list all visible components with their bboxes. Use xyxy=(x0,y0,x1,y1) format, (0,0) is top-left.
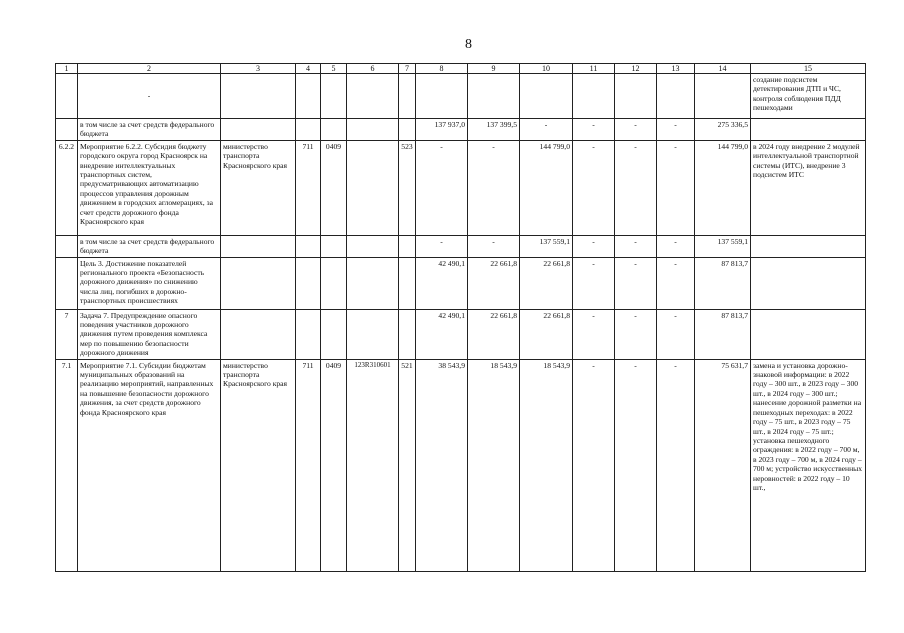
row-grbs xyxy=(296,309,321,359)
col-header: 15 xyxy=(751,64,866,74)
row-rzpr xyxy=(321,257,347,309)
row-total: 87 813,7 xyxy=(695,309,751,359)
col-header: 12 xyxy=(615,64,657,74)
row-value: 137 399,5 xyxy=(468,119,520,141)
row-csr: 123R310601 xyxy=(347,359,399,571)
row-executor: министерство транспорта Красноярского края xyxy=(221,140,296,235)
row-value: 137 559,1 xyxy=(520,235,573,257)
row-value: - xyxy=(657,119,695,141)
row-value: 144 799,0 xyxy=(520,140,573,235)
row-value: - xyxy=(573,309,615,359)
row-value: 22 661,8 xyxy=(520,309,573,359)
row-csr xyxy=(347,119,399,141)
col-header: 6 xyxy=(347,64,399,74)
row-number xyxy=(56,257,78,309)
page-number: 8 xyxy=(465,37,472,52)
row-executor xyxy=(221,257,296,309)
row-grbs xyxy=(296,74,321,119)
table-row xyxy=(56,309,866,359)
row-description: - xyxy=(78,74,221,119)
row-value: 42 490,1 xyxy=(416,257,468,309)
row-value: 42 490,1 xyxy=(416,309,468,359)
col-header: 5 xyxy=(321,64,347,74)
row-value xyxy=(520,74,573,119)
row-csr xyxy=(347,257,399,309)
table-row xyxy=(56,74,866,119)
row-number: 6.2.2 xyxy=(56,140,78,235)
row-csr xyxy=(347,309,399,359)
row-total xyxy=(695,74,751,119)
row-value: - xyxy=(657,359,695,571)
row-value: 137 937,0 xyxy=(416,119,468,141)
row-value xyxy=(615,74,657,119)
row-value: 18 543,9 xyxy=(468,359,520,571)
col-header: 7 xyxy=(399,64,416,74)
row-value: - xyxy=(615,235,657,257)
row-result: создание подсистем детектирования ДТП и ЧС, контроля соблюдения ПДД пешеходами xyxy=(751,74,866,119)
row-value: - xyxy=(573,235,615,257)
row-csr xyxy=(347,235,399,257)
row-description: Мероприятие 7.1. Субсидии бюджетам муниципальных образований на реализацию мероприятий, направленных на повышение безопасности дорожного движения, за счет средств дорожного фонда Красноярского края xyxy=(78,359,221,571)
col-header: 11 xyxy=(573,64,615,74)
row-grbs xyxy=(296,119,321,141)
row-result xyxy=(751,119,866,141)
row-value: - xyxy=(573,119,615,141)
row-total: 75 631,7 xyxy=(695,359,751,571)
column-number-row xyxy=(56,64,866,74)
row-vr xyxy=(399,235,416,257)
row-executor xyxy=(221,74,296,119)
row-vr xyxy=(399,119,416,141)
row-total: 144 799,0 xyxy=(695,140,751,235)
table-row xyxy=(56,119,866,141)
row-value: - xyxy=(615,140,657,235)
table-row xyxy=(56,359,866,571)
row-grbs xyxy=(296,235,321,257)
row-value: - xyxy=(573,359,615,571)
row-value: - xyxy=(468,140,520,235)
row-grbs xyxy=(296,257,321,309)
row-value: - xyxy=(416,235,468,257)
row-rzpr xyxy=(321,235,347,257)
col-header: 10 xyxy=(520,64,573,74)
row-executor xyxy=(221,235,296,257)
col-header: 14 xyxy=(695,64,751,74)
row-result xyxy=(751,309,866,359)
budget-table xyxy=(55,63,866,572)
row-value: - xyxy=(573,257,615,309)
row-total: 137 559,1 xyxy=(695,235,751,257)
row-rzpr xyxy=(321,309,347,359)
row-executor xyxy=(221,309,296,359)
row-description: Мероприятие 6.2.2. Субсидия бюджету городского округа город Красноярск на внедрение интеллектуальных транспортных систем, предусматривающих автоматизацию процессов управления дорожным движением в городских агломерациях, за счет средств дорожного фонда Красноярского края xyxy=(78,140,221,235)
row-value xyxy=(468,74,520,119)
row-executor: министерство транспорта Красноярского края xyxy=(221,359,296,571)
row-description: Цель 3. Достижение показателей регионального проекта «Безопасность дорожного движения» по снижению числа лиц, погибших в дорожно-транспортных происшествиях xyxy=(78,257,221,309)
row-value: - xyxy=(615,257,657,309)
row-number xyxy=(56,74,78,119)
table-row xyxy=(56,257,866,309)
row-number: 7 xyxy=(56,309,78,359)
row-description: в том числе за счет средств федерального бюджета xyxy=(78,119,221,141)
table-row xyxy=(56,235,866,257)
row-value: - xyxy=(468,235,520,257)
row-rzpr xyxy=(321,119,347,141)
row-rzpr: 0409 xyxy=(321,140,347,235)
col-header: 2 xyxy=(78,64,221,74)
col-header: 4 xyxy=(296,64,321,74)
row-grbs: 711 xyxy=(296,359,321,571)
row-value: - xyxy=(615,119,657,141)
row-total: 87 813,7 xyxy=(695,257,751,309)
row-vr xyxy=(399,309,416,359)
row-number: 7.1 xyxy=(56,359,78,571)
col-header: 13 xyxy=(657,64,695,74)
table-row xyxy=(56,140,866,235)
row-vr xyxy=(399,257,416,309)
row-number xyxy=(56,119,78,141)
row-grbs: 711 xyxy=(296,140,321,235)
row-value: - xyxy=(657,257,695,309)
row-result: в 2024 году внедрение 2 модулей интеллектуальной транспортной системы (ИТС), внедрение 3 подсистем ИТС xyxy=(751,140,866,235)
row-value xyxy=(573,74,615,119)
row-vr: 521 xyxy=(399,359,416,571)
col-header: 8 xyxy=(416,64,468,74)
row-csr xyxy=(347,140,399,235)
col-header: 9 xyxy=(468,64,520,74)
col-header: 3 xyxy=(221,64,296,74)
row-value xyxy=(416,74,468,119)
row-csr xyxy=(347,74,399,119)
row-value: - xyxy=(657,309,695,359)
row-result: замена и установка дорожно-знаковой информации: в 2022 году – 300 шт., в 2023 году – 300 шт., в 2024 году – 300 шт.; нанесение дорожной разметки на пешеходных переходах: в 2022 году – 75 шт., в 2023 году – 75 шт., в 2024 году – 75 шт.; установка пешеходного ограждения: в 2022 году – 700 м, в 2023 году – 700 м, в 2024 году – 700 м; устройство искусственных неровностей: в 2022 году – 10 шт., xyxy=(751,359,866,571)
row-rzpr xyxy=(321,74,347,119)
row-result xyxy=(751,235,866,257)
row-vr: 523 xyxy=(399,140,416,235)
row-result xyxy=(751,257,866,309)
row-total: 275 336,5 xyxy=(695,119,751,141)
row-value: 22 661,8 xyxy=(468,309,520,359)
row-executor xyxy=(221,119,296,141)
row-value xyxy=(657,74,695,119)
row-value: - xyxy=(416,140,468,235)
row-rzpr: 0409 xyxy=(321,359,347,571)
col-header: 1 xyxy=(56,64,78,74)
row-value: - xyxy=(657,235,695,257)
row-description: Задача 7. Предупреждение опасного поведения участников дорожного движения путем проведения комплекса мер по повышению безопасности дорожного движения xyxy=(78,309,221,359)
row-value: - xyxy=(657,140,695,235)
row-value: - xyxy=(573,140,615,235)
row-value: 22 661,8 xyxy=(520,257,573,309)
row-vr xyxy=(399,74,416,119)
row-value: - xyxy=(520,119,573,141)
row-value: - xyxy=(615,309,657,359)
row-value: - xyxy=(615,359,657,571)
row-number xyxy=(56,235,78,257)
row-value: 22 661,8 xyxy=(468,257,520,309)
row-description: в том числе за счет средств федерального бюджета xyxy=(78,235,221,257)
row-value: 38 543,9 xyxy=(416,359,468,571)
row-value: 18 543,9 xyxy=(520,359,573,571)
